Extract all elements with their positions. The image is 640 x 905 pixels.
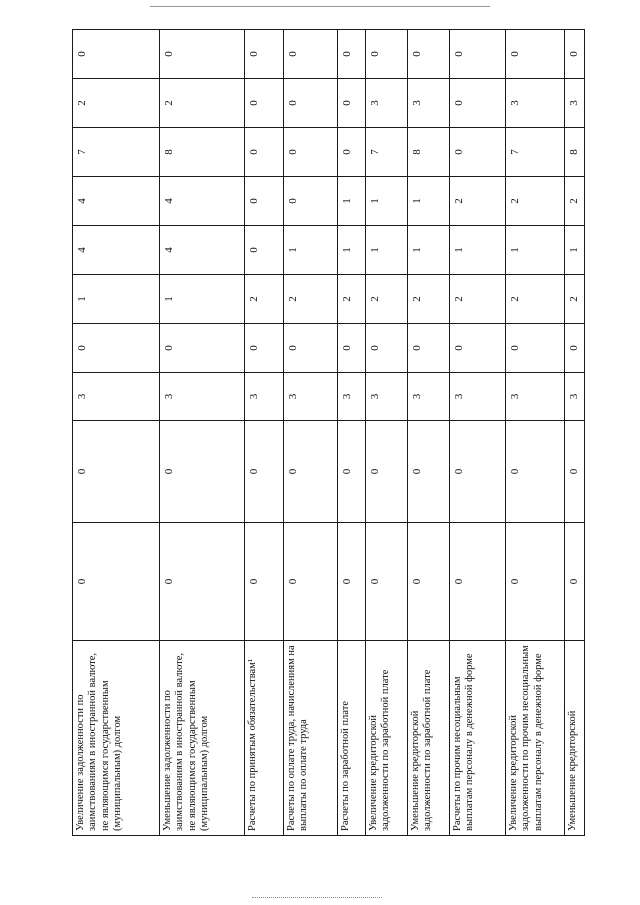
code-cell: 0	[284, 421, 338, 523]
code-cell: 2	[284, 275, 338, 324]
code-cell: 3	[565, 373, 585, 421]
code-cell: 0	[245, 324, 284, 373]
code-cell: 0	[338, 128, 366, 177]
code-cell: 0	[450, 421, 506, 523]
code-cell: 0	[366, 523, 408, 641]
code-cell: 4	[73, 226, 160, 275]
code-cell: 1	[338, 226, 366, 275]
code-cell: 0	[160, 523, 245, 641]
code-cell: 3	[506, 79, 565, 128]
code-cell: 0	[506, 523, 565, 641]
code-cell: 0	[245, 30, 284, 79]
code-cell: 3	[506, 373, 565, 421]
code-cell: 7	[506, 128, 565, 177]
bottom-rule	[252, 897, 382, 898]
table-body	[73, 30, 585, 836]
code-cell: 3	[408, 79, 450, 128]
code-cell: 1	[338, 177, 366, 226]
code-cell: 8	[565, 128, 585, 177]
code-cell: 2	[506, 275, 565, 324]
code-cell: 3	[284, 373, 338, 421]
code-cell: 0	[160, 30, 245, 79]
code-cell: 2	[245, 275, 284, 324]
code-cell: 0	[408, 421, 450, 523]
table-row	[284, 30, 338, 836]
code-cell: 0	[565, 523, 585, 641]
code-cell: 0	[450, 30, 506, 79]
code-cell: 2	[565, 275, 585, 324]
code-cell: 0	[338, 523, 366, 641]
code-cell: 3	[245, 373, 284, 421]
code-cell: 0	[408, 523, 450, 641]
code-cell: 0	[408, 324, 450, 373]
code-cell: 2	[366, 275, 408, 324]
code-cell: 0	[245, 226, 284, 275]
code-cell: 1	[408, 177, 450, 226]
accounts-table	[72, 29, 585, 836]
code-cell: 0	[506, 324, 565, 373]
code-cell: 7	[73, 128, 160, 177]
row-label: Уменьшение кредиторской	[565, 641, 585, 836]
code-cell: 0	[338, 79, 366, 128]
code-cell: 0	[565, 421, 585, 523]
code-cell: 2	[450, 275, 506, 324]
code-cell: 0	[73, 30, 160, 79]
code-cell: 2	[450, 177, 506, 226]
row-label: Увеличение задолженности по заимствованиям в иностранной валюте, не являющимся государственным (муниципальным) долгом	[73, 641, 160, 836]
code-cell: 0	[408, 30, 450, 79]
code-cell: 1	[73, 275, 160, 324]
row-label: Расчеты по заработной плате	[338, 641, 366, 836]
code-cell: 0	[73, 324, 160, 373]
code-cell: 0	[245, 79, 284, 128]
code-cell: 0	[506, 421, 565, 523]
table-row	[450, 30, 506, 836]
code-cell: 2	[160, 79, 245, 128]
code-cell: 0	[284, 523, 338, 641]
code-cell: 1	[565, 226, 585, 275]
code-cell: 1	[450, 226, 506, 275]
code-cell: 0	[160, 324, 245, 373]
code-cell: 0	[284, 79, 338, 128]
code-cell: 8	[160, 128, 245, 177]
code-cell: 1	[506, 226, 565, 275]
row-label: Увеличение кредиторской задолженности по заработной плате	[366, 641, 408, 836]
code-cell: 0	[565, 30, 585, 79]
code-cell: 1	[366, 177, 408, 226]
code-cell: 0	[73, 523, 160, 641]
code-cell: 0	[245, 421, 284, 523]
code-cell: 0	[284, 177, 338, 226]
rotated-page	[72, 51, 584, 836]
code-cell: 0	[245, 523, 284, 641]
code-cell: 3	[450, 373, 506, 421]
code-cell: 0	[245, 177, 284, 226]
code-cell: 4	[160, 226, 245, 275]
code-cell: 2	[73, 79, 160, 128]
code-cell: 8	[408, 128, 450, 177]
code-cell: 2	[506, 177, 565, 226]
code-cell: 0	[506, 30, 565, 79]
table-row	[506, 30, 565, 836]
code-cell: 0	[366, 30, 408, 79]
top-rule	[150, 6, 490, 7]
row-label: Увеличение кредиторской задолженности по прочим несоциальным выплатам персоналу в денежной форме	[506, 641, 565, 836]
code-cell: 0	[450, 79, 506, 128]
row-label: Расчеты по принятым обязательствам¹	[245, 641, 284, 836]
table-row	[73, 30, 160, 836]
code-cell: 3	[160, 373, 245, 421]
code-cell: 7	[366, 128, 408, 177]
code-cell: 3	[565, 79, 585, 128]
table-row	[565, 30, 585, 836]
table-row	[160, 30, 245, 836]
table-row	[245, 30, 284, 836]
code-cell: 2	[338, 275, 366, 324]
table-row	[408, 30, 450, 836]
table-row	[338, 30, 366, 836]
row-label: Расчеты по оплате труда, начислениям на выплаты по оплате труда	[284, 641, 338, 836]
code-cell: 4	[160, 177, 245, 226]
code-cell: 0	[450, 324, 506, 373]
code-cell: 0	[284, 128, 338, 177]
code-cell: 1	[284, 226, 338, 275]
table-row	[366, 30, 408, 836]
code-cell: 1	[160, 275, 245, 324]
code-cell: 3	[73, 373, 160, 421]
code-cell: 0	[338, 30, 366, 79]
code-cell: 0	[284, 324, 338, 373]
code-cell: 0	[450, 523, 506, 641]
code-cell: 0	[366, 324, 408, 373]
code-cell: 0	[366, 421, 408, 523]
code-cell: 3	[408, 373, 450, 421]
code-cell: 4	[73, 177, 160, 226]
row-label: Уменьшение кредиторской задолженности по заработной плате	[408, 641, 450, 836]
code-cell: 0	[338, 324, 366, 373]
code-cell: 3	[338, 373, 366, 421]
code-cell: 0	[245, 128, 284, 177]
code-cell: 0	[338, 421, 366, 523]
code-cell: 3	[366, 373, 408, 421]
code-cell: 0	[160, 421, 245, 523]
code-cell: 1	[408, 226, 450, 275]
code-cell: 2	[408, 275, 450, 324]
row-label: Уменьшение задолженности по заимствованиям в иностранной валюте, не являющимся государственным (муниципальным) долгом	[160, 641, 245, 836]
code-cell: 0	[73, 421, 160, 523]
code-cell: 3	[366, 79, 408, 128]
code-cell: 2	[565, 177, 585, 226]
code-cell: 0	[565, 324, 585, 373]
code-cell: 1	[366, 226, 408, 275]
code-cell: 0	[450, 128, 506, 177]
code-cell: 0	[284, 30, 338, 79]
row-label: Расчеты по прочим несоциальным выплатам персоналу в денежной форме	[450, 641, 506, 836]
